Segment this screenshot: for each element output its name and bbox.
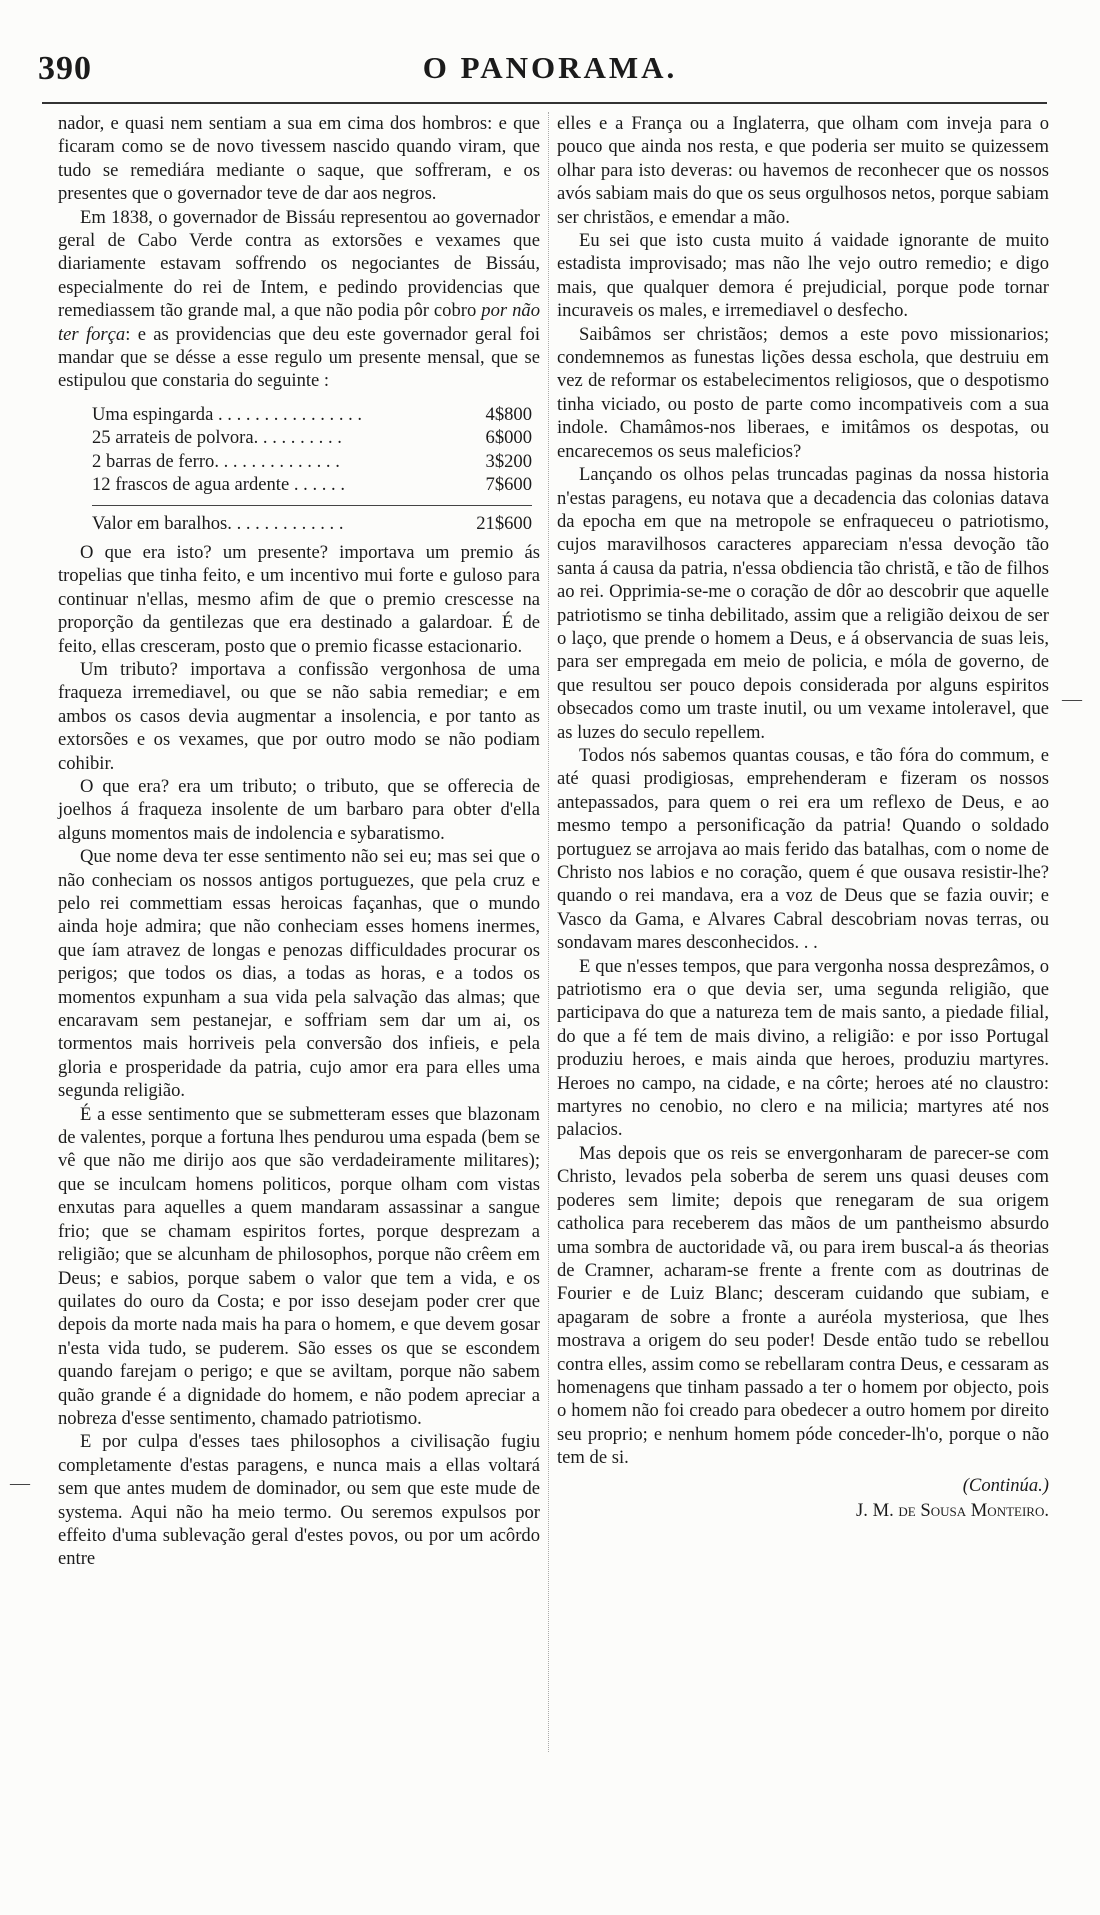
paragraph: Eu sei que isto custa muito á vaidade ignorante de muito estadista improvisado; mas não lhe vejo outro remedio; e digo mais, que qualquer demora é prejudicial, porque pode tornar incuraveis os males, e irremediavel o desfecho. (557, 230, 1049, 322)
header-rule (42, 102, 1047, 104)
present-items-list (92, 403, 532, 497)
margin-mark: — (10, 1472, 30, 1494)
author-signature: J. M. de Sousa Monteiro. (856, 1499, 1049, 1521)
total-rule (92, 505, 532, 506)
paragraph: Um tributo? importava a confissão vergonhosa de uma fraqueza irremediavel, ou que se não sabia remediar; e em ambos os casos devia augmentar a insolencia, e por tanto as extorsões e os vexames, que por outro modo se não podiam cohibir. (58, 658, 540, 774)
page-number: 390 (38, 50, 92, 87)
list-item: 25 arrateis de polvora. . . . . . . . . . 6$000 (92, 427, 532, 449)
paragraph: Todos nós sabemos quantas cousas, e tão fóra do commum, e até quasi prodigiosas, emprehenderam e fizeram os nossos antepassados, para quem o rei era um reflexo de Deus, e ao mesmo tempo a personificação da patria! Quando o soldado portuguez se arrojava ao mais ferido das batalhas, com o nome de Christo nos labios e no coração, quem é que ousava resistir-lhe? quando o rei mandava, era a voz de Deus que se fazia ouvir; e Vasco da Gama, e Alvares Cabral descobriam novas terras, ou sondavam mares desconhecidos. . . (557, 744, 1049, 954)
list-item: 12 frascos de agua ardente . . . . . . 7$600 (92, 474, 532, 496)
list-item: 2 barras de ferro. . . . . . . . . . . . . . 3$200 (92, 450, 532, 472)
paragraph: O que era isto? um presente? importava um premio ás tropelias que tinha feito, e um incentivo mui forte e guloso para continuar n'ellas, mesmo afim de que o premio crescesse na proporção da gentilezas que era destinado a galardoar. É de feito, ellas cresceram, posto que o premio ficasse estacionario. (58, 541, 540, 657)
paragraph: E que n'esses tempos, que para vergonha nossa desprezâmos, o patriotismo era o que devia ser, uma segunda religião, que participava do que a natureza tem de mais santo, a piedade filial, do que a fé tem de mais divino, a religião: e por isso Portugal produziu heroes, e mais ainda que heroes, produziu martyres. Heroes no campo, na cidade, e na côrte; heroes até no claustro: martyres no cenobio, no clero e na milicia; martyres até nos palacios. (557, 955, 1049, 1141)
paragraph: Lançando os olhos pelas truncadas paginas da nossa historia n'estas paragens, eu notava que a decadencia das colonias datava da epocha em que na metropole se enfraqueceu o patriotismo, cujos maravilhosos caracteres appareciam n'essa devoção tão santa á causa da patria, n'essa obdiencia tão christã, e tão de filhos ao rei. Opprimia-se-me o coração de dôr ao descobrir que aquelle patriotismo se tinha debilitado, assim que a religião deixou de ser o laço, que prende o homem a Deus, e á observancia de suas leis, para ser empregada em meio de policia, e móla de governo, de que resultou ser pouco depois considerada por alguns espiritos obsecados como um traste inutil, ou um vexame intoleravel, que as luzes do seculo repellem. (557, 464, 1049, 743)
right-column (557, 112, 1049, 1522)
continua-note: (Continúa.) (962, 1474, 1049, 1496)
paragraph: Saibâmos ser christãos; demos a este povo missionarios; condemnemos as funestas lições dessa eschola, que destruiu em vez de reformar os estabelecimentos religiosos, que o despotismo tinha viciado, ou posto de parte como incompativeis com a sua indole. Chamâmos-nos liberaes, e imitâmos os despotas, ou encarecemos os seus maleficios? (557, 323, 1049, 462)
margin-mark: — (1062, 688, 1082, 710)
page-title: O PANORAMA. (422, 50, 678, 85)
left-column (58, 112, 540, 1571)
paragraph: Que nome deva ter esse sentimento não sei eu; mas sei que o não conheciam os nossos antigos portuguezes, que pela cruz e pelo rei commettiam essas heroicas façanhas, que o mundo ainda hoje admira; que não conheciam esses homens inermes, que íam atravez de longas e penozas difficuldades procurar os perigos; que todos os dias, a todas as horas, e a todos os momentos expunham a sua vida pela salvação das almas; que encaravam sem pestanejar, e soffriam sem dar um ai, os tormentos mais horriveis pela conversão dos infieis, e pela gloria e prosperidade da patria, cujo amor era para elles uma segunda religião. (58, 846, 540, 1102)
paragraph: E por culpa d'esses taes philosophos a civilisação fugiu completamente d'estas paragens, e nunca mais a ellas voltará sem que antes mudem de dominador, ou sem que este mude de systema. Aqui não ha meio termo. Ou seremos expulsos por effeito d'uma sublevação geral d'estes povos, ou por um acôrdo entre (58, 1431, 540, 1570)
total-row: Valor em baralhos. . . . . . . . . . . . . 21$600 (92, 512, 532, 534)
paragraph: nador, e quasi nem sentiam a sua em cima dos hombros: e que ficaram como se de novo tivessem nascido quando viram, que tudo se remediára mediante o saque, que soffreram, e os presentes que o governador teve de dar aos negros. (58, 113, 540, 205)
paragraph: elles e a França ou a Inglaterra, que olham com inveja para o pouco que ainda nos resta, e que poderia ser muito se quizessem olhar para isto deveras: ou havemos de reconhecer que os nossos avós sabiam mais do que os seus orgulhosos netos, porque sabiam ser christãos, e emendar a mão. (557, 113, 1049, 228)
column-divider (548, 112, 549, 1752)
list-item: Uma espingarda . . . . . . . . . . . . . . . . 4$800 (92, 403, 532, 425)
paragraph: É a esse sentimento que se submetteram esses que blazonam de valentes, porque a fortuna lhes pendurou uma espada (bem se vê que não me dirijo aos que são verdadeiramente militares); que se inculcam homens politicos, porque olham com vistas enxutas para aquelles a quem mandaram assassinar a sangue frio; que se chamam espiritos fortes, porque desprezam a religião; que se alcunham de philosophos, porque não crêem em Deus; e sabios, porque sabem o valor que tem a vida, e os quilates do ouro da Costa; e por isso desejam poder crer que depois da morte nada mais ha para o homem, e que devem gosar n'esta vida tudo, se puderem. São esses os que se escondem quando farejam o perigo; e que se aviltam, porque não sabem quão grande é a dignidade do homem, e não podem apreciar a nobreza d'esse sentimento, chamado patriotismo. (58, 1103, 540, 1429)
paragraph: Mas depois que os reis se envergonharam de parecer-se com Christo, levados pela soberba de serem uns quasi deuses com poderes sem limite; depois que renegaram de sua origem catholica para receberem das mãos de um pantheismo absurdo uma sombra de auctoridade vã, ou para irem buscal-a ás theorias de Cramner, acharam-se frente a frente com as doutrinas de Fourier e de Luiz Blanc; desceram cuidando que subiam, e apagaram de sobre a fronte a auréola mysteriosa, que lhes mostrava a origem do seu poder! Desde então tudo se rebellou contra elles, assim como se rebellaram contra Deus, e cessaram as homenagens que tinham passado a ter o homem por objecto, pois o homem não foi creado para obedecer a outro homem por direito seu proprio; e nenhum homem póde conceder-lh'o, porque o não tem de si. (557, 1142, 1049, 1469)
paragraph: O que era? era um tributo; o tributo, que se offerecia de joelhos á fraqueza insolente de um barbaro para obter d'ella alguns momentos mais de indolencia e sybaratismo. (58, 775, 540, 844)
paragraph: Em 1838, o governador de Bissáu representou ao governador geral de Cabo Verde contra as extorsões e vexames que diariamente estavam soffrendo os negociantes de Bissáu, especialmente do rei de Intem, e pedindo providencias que remediassem tão grande mal, a que não podia pôr cobro por não ter força: e as providencias que deu este governador geral foi mandar que se désse a esse regulo um presente mensal, que se estipulou que constaria do seguinte : (58, 206, 541, 392)
